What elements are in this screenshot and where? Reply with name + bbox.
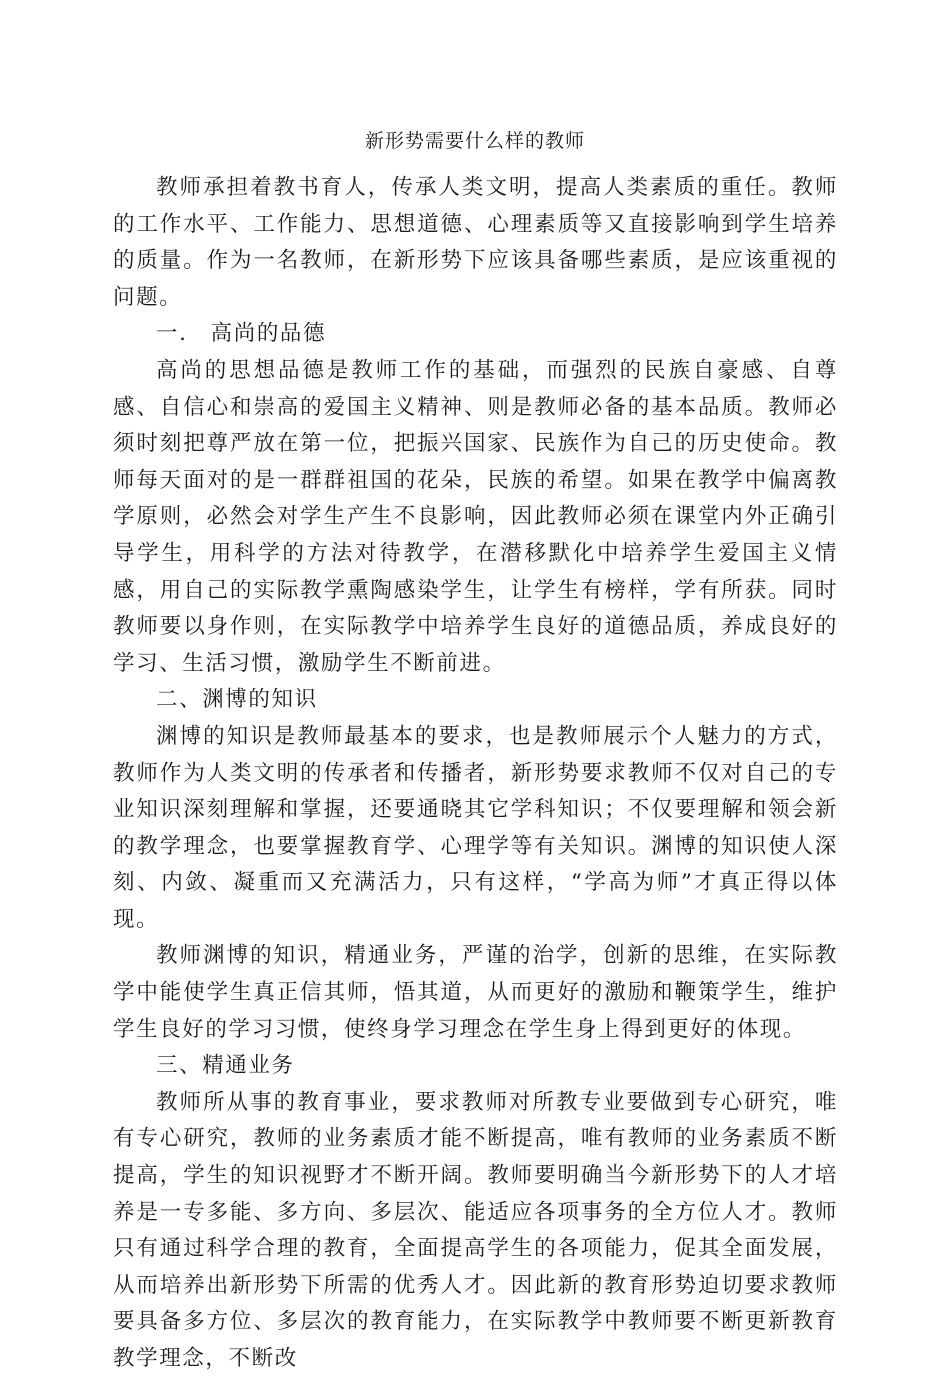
section-2-paragraph-2: 教师渊博的知识，精通业务，严谨的治学，创新的思维，在实际教学中能使学生真正信其师，悟其道，从而更好的激励和鞭策学生，维护学生良好的学习习惯，使终身学习理念在学生身上得到更好的体现。 [113,943,838,1042]
section-3-paragraph: 教师所从事的教育事业，要求教师对所教专业要做到专心研究，唯有专心研究，教师的业务素质才能不断提高，唯有教师的业务素质不断提高，学生的知识视野才不断开阔。教师要明确当今新形势下的人才培养是一专多能、多方向、多层次、能适应各项事务的全方位人才。教师只有通过科学合理的教育，全面提高学生的各项能力，促其全面发展，从而培养出新形势下所需的优秀人才。因此新的教育形势迫切要求教师要具备多方位、多层次的教育能力，在实际教学中教师要不断更新教育教学理念，不断改 [113,1089,838,1371]
intro-paragraph: 教师承担着教书育人，传承人类文明，提高人类素质的重任。教师的工作水平、工作能力、思想道德、心理素质等又直接影响到学生培养的质量。作为一名教师，在新形势下应该具备哪些素质，是应该重视的问题。 [113,175,838,310]
document-body [113,170,838,1378]
section-heading-2: 二、渊博的知识 [156,687,318,713]
section-1-paragraph: 高尚的思想品德是教师工作的基础，而强烈的民族自豪感、自尊感、自信心和崇高的爱国主义精神、则是教师必备的基本品质。教师必须时刻把尊严放在第一位，把振兴国家、民族作为自己的历史使命。教师每天面对的是一群群祖国的花朵，民族的希望。如果在教学中偏离教学原则，必然会对学生产生不良影响，因此教师必须在课堂内外正确引导学生，用科学的方法对待教学，在潜移默化中培养学生爱国主义情感，用自己的实际教学熏陶感染学生，让学生有榜样，学有所获。同时教师要以身作则，在实际教学中培养学生良好的道德品质，养成良好的学习、生活习惯，激励学生不断前进。 [113,357,838,676]
section-2-paragraph-1: 渊博的知识是教师最基本的要求，也是教师展示个人魅力的方式，教师作为人类文明的传承者和传播者，新形势要求教师不仅对自己的专业知识深刻理解和掌握，还要通晓其它学科知识；不仅要理解和领会新的教学理念，也要掌握教育学、心理学等有关知识。渊博的知识使人深刻、内敛、凝重而又充满活力，只有这样，“学高为师”才真正得以体现。 [113,723,838,932]
section-heading-3: 三、精通业务 [156,1053,295,1079]
section-heading-1: 一. 高尚的品德 [156,321,327,347]
document-title: 新形势需要什么样的教师 [364,130,585,152]
